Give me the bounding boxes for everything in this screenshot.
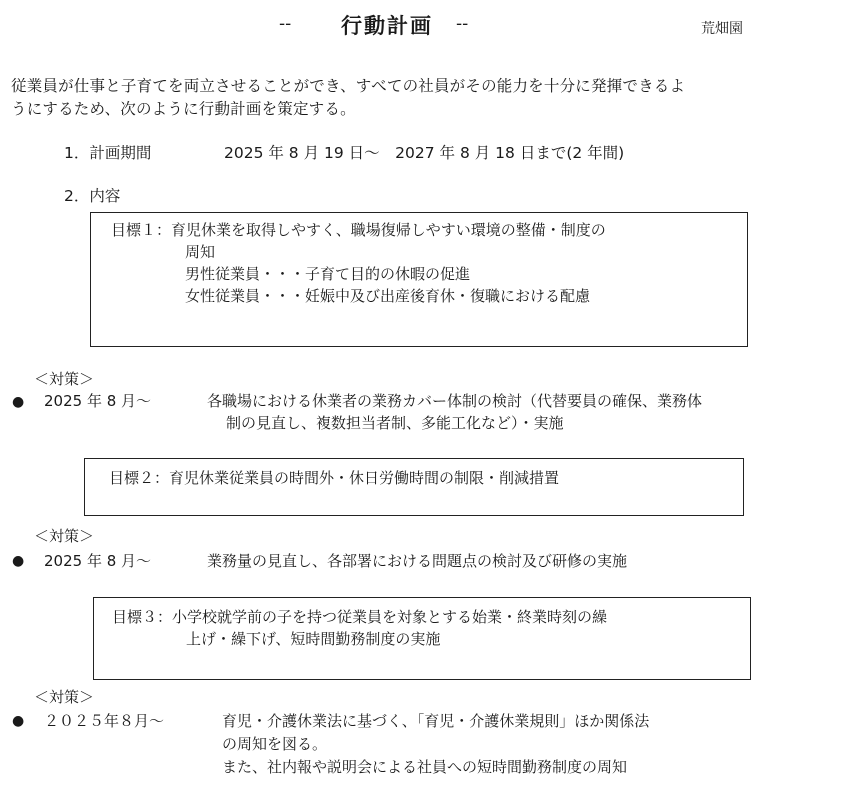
- measure-3-heading: ＜対策＞: [34, 688, 95, 706]
- goal-1-line-1: 目標１：育児休業を取得しやすく、職場復帰しやすい環境の整備・制度の: [111, 221, 606, 239]
- goal-1-line-2: 周知: [185, 243, 216, 261]
- title-dash-left: --: [279, 14, 292, 34]
- content-label: 2．内容: [64, 187, 121, 205]
- intro-line-2: うにするため、次のように行動計画を策定する。: [11, 100, 356, 118]
- measure-1-line-2: 制の見直し、複数担当者制、多能工化など）・実施: [226, 414, 564, 432]
- period-value: 2025 年 8 月 19 日～ 2027 年 8 月 18 日まで(2 年間): [224, 144, 625, 162]
- measure-1-heading: ＜対策＞: [34, 370, 95, 388]
- measure-3-bullet: ●: [12, 713, 25, 729]
- page-title: 行動計画: [341, 14, 433, 38]
- measure-2-bullet: ●: [12, 553, 25, 569]
- measure-3-line-1: 育児・介護休業法に基づく、「育児・介護休業規則」ほか関係法: [222, 712, 650, 730]
- goal-3-line-2: 上げ・繰下げ、短時間勤務制度の実施: [186, 630, 441, 648]
- goal-1-line-3: 男性従業員・・・子育て目的の休暇の促進: [185, 265, 471, 283]
- measure-3-line-2: の周知を図る。: [222, 735, 328, 753]
- title-dash-right: --: [456, 14, 469, 34]
- measure-1-line-1: 各職場における休業者の業務カバー体制の検討（代替要員の確保、業務体: [207, 392, 703, 410]
- goal-3-line-1: 目標３：小学校就学前の子を持つ従業員を対象とする始業・終業時刻の繰: [112, 608, 608, 626]
- goal-1-line-4: 女性従業員・・・妊娠中及び出産後育休・復職における配慮: [185, 287, 591, 305]
- goal-3-box: [93, 597, 751, 680]
- measure-1-bullet: ●: [12, 394, 25, 410]
- period-label: 1．計画期間: [64, 144, 152, 162]
- organization-name: 荒畑園: [701, 21, 743, 37]
- intro-line-1: 従業員が仕事と子育てを両立させることができ、すべての社員がその能力を十分に発揮できるよ: [11, 77, 686, 95]
- goal-2-box: [84, 458, 744, 516]
- measure-2-line-1: 業務量の見直し、各部署における問題点の検討及び研修の実施: [207, 552, 628, 570]
- measure-3-line-3: また、社内報や説明会による社員への短時間勤務制度の周知: [222, 758, 628, 776]
- measure-1-date: 2025 年 8 月～: [44, 392, 152, 410]
- measure-2-date: 2025 年 8 月～: [44, 552, 152, 570]
- measure-2-heading: ＜対策＞: [34, 527, 95, 545]
- goal-2-line-1: 目標２：育児休業従業員の時間外・休日労働時間の制限・削減措置: [109, 469, 560, 487]
- goal-1-box: [90, 212, 748, 347]
- measure-3-date: ２０２５年８月～: [44, 712, 165, 730]
